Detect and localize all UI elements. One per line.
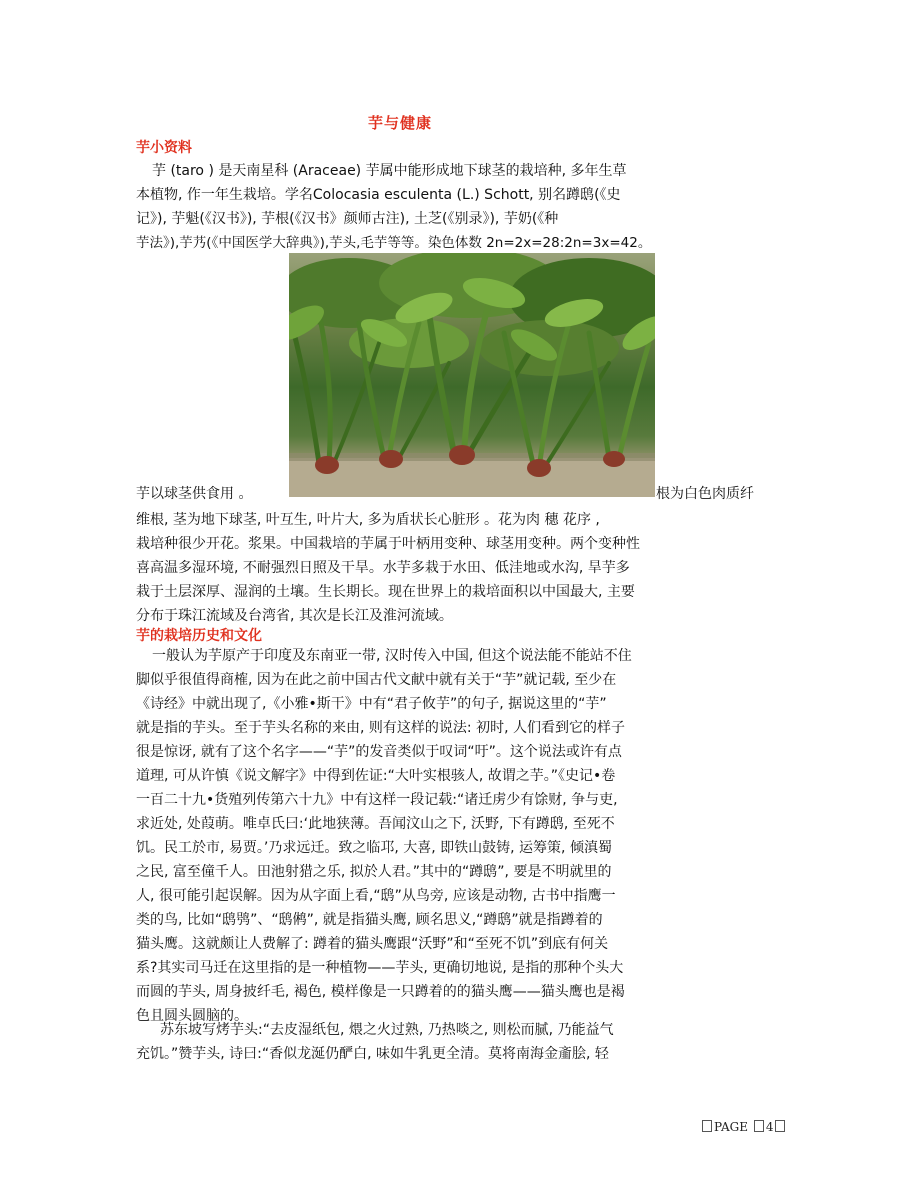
text-line: 《诗经》中就出现了,《小雅•斯干》中有“君子攸芋”的句子, 据说这里的“芋” — [136, 696, 607, 712]
photo-caption-right: 根为白色肉质纤 — [656, 486, 754, 502]
text-line: 而圆的芋头, 周身披纤毛, 褐色, 模样像是一只蹲着的的猫头鹰——猫头鹰也是褐 — [136, 984, 625, 1000]
text-line: 一般认为芋原产于印度及东南亚一带, 汉时传入中国, 但这个说法能不能站不住 — [152, 648, 632, 664]
text-line: 分布于珠江流域及台湾省, 其次是长江及淮河流域。 — [136, 608, 453, 624]
taro-plants-illustration — [289, 253, 655, 497]
text-line: 本植物, 作一年生栽培。学名Colocasia esculenta (L.) Schott, 别名蹲鸱(《史 — [136, 187, 621, 203]
text-line: 饥。民工於市, 易贾。’乃求远迁。致之临邛, 大喜, 即铁山鼓铸, 运筹策, 倾滇蜀 — [136, 840, 612, 856]
field-marker-icon — [702, 1120, 712, 1132]
field-marker-icon — [775, 1120, 785, 1132]
text-line: 脚似乎很值得商榷, 因为在此之前中国古代文献中就有关于“芋”就记载, 至少在 — [136, 672, 617, 688]
text-line: 就是指的芋头。至于芋头名称的来由, 则有这样的说法: 初时, 人们看到它的样子 — [136, 720, 625, 736]
text-line: 芋 (taro ) 是天南星科 (Araceae) 芋属中能形成地下球茎的栽培种, 多年生草 — [152, 163, 627, 179]
taro-plant-photo — [289, 253, 655, 497]
text-line: 芋法》),芋艿(《中国医学大辞典》),芋头,毛芋等等。染色体数 2n=2x=28:2n=3x=42。 — [136, 235, 652, 251]
text-line: 人, 很可能引起误解。因为从字面上看,“鸱”从鸟旁, 应该是动物, 古书中指鹰一 — [136, 888, 616, 904]
text-line: 记》), 芋魁(《汉书》), 芋根(《汉书》颜师古注), 土芝(《别录》), 芋奶(《种 — [136, 211, 559, 227]
page-title: 芋与健康 — [367, 114, 432, 132]
text-line: 类的鸟, 比如“鸱鸮”、“鸱鸺”, 就是指猫头鹰, 顾名思义,“蹲鸱”就是指蹲着的 — [136, 912, 603, 928]
page-footer — [700, 1120, 787, 1134]
text-line: 一百二十九•货殖列传第六十九》中有这样一段记载:“诸迁虏少有馀财, 争与吏, — [136, 792, 618, 808]
text-line: 之民, 富至僮千人。田池射猎之乐, 拟於人君。”其中的“蹲鸱”, 要是不明就里的 — [136, 864, 612, 880]
page-number: 4 — [765, 1120, 774, 1134]
text-line: 维根, 茎为地下球茎, 叶互生, 叶片大, 多为盾状长心脏形 。花为肉 穗 花序 , — [136, 512, 600, 528]
text-line: 猫头鹰。这就颇让人费解了: 蹲着的猫头鹰跟“沃野”和“至死不饥”到底有何关 — [136, 936, 609, 952]
description-paragraph — [136, 508, 788, 628]
section-heading-facts: 芋小资料 — [136, 140, 192, 156]
page-label: PAGE — [714, 1120, 748, 1134]
field-marker-icon — [754, 1120, 764, 1132]
photo-caption-left: 芋以球茎供食用 。 — [136, 486, 253, 502]
text-line: 系?其实司马迁在这里指的是一种植物——芋头, 更确切地说, 是指的那种个头大 — [136, 960, 624, 976]
text-line: 道理, 可从许慎《说文解字》中得到佐证:“大叶实根骇人, 故谓之芋。”《史记•卷 — [136, 768, 616, 784]
history-paragraph — [136, 644, 788, 1028]
text-line: 苏东坡写烤芋头:“去皮湿纸包, 煨之火过熟, 乃热啖之, 则松而腻, 乃能益气 — [160, 1022, 614, 1038]
text-line: 求近处, 处葭萌。唯卓氏曰:‘此地狭薄。吾闻汶山之下, 沃野, 下有蹲鸱, 至死不 — [136, 816, 615, 832]
text-line: 很是惊讶, 就有了这个名字——“芋”的发音类似于叹词“吁”。这个说法或许有点 — [136, 744, 622, 760]
text-line: 喜高温多湿环境, 不耐强烈日照及干旱。水芋多栽于水田、低洼地或水沟, 旱芋多 — [136, 560, 630, 576]
text-line: 充饥。”赞芋头, 诗曰:“香似龙涎仍酽白, 味如牛乳更全清。莫将南海金齑脍, 轻 — [136, 1046, 609, 1062]
text-line: 栽培种很少开花。浆果。中国栽培的芋属于叶柄用变种、球茎用变种。两个变种性 — [136, 536, 640, 552]
text-line: 栽于土层深厚、湿润的土壤。生长期长。现在世界上的栽培面积以中国最大, 主要 — [136, 584, 635, 600]
text-line: 色且圆头圆脑的。 — [136, 1008, 248, 1024]
section-heading-history: 芋的栽培历史和文化 — [136, 628, 262, 644]
intro-paragraph — [136, 159, 788, 255]
su-dongpo-paragraph — [136, 1018, 788, 1066]
